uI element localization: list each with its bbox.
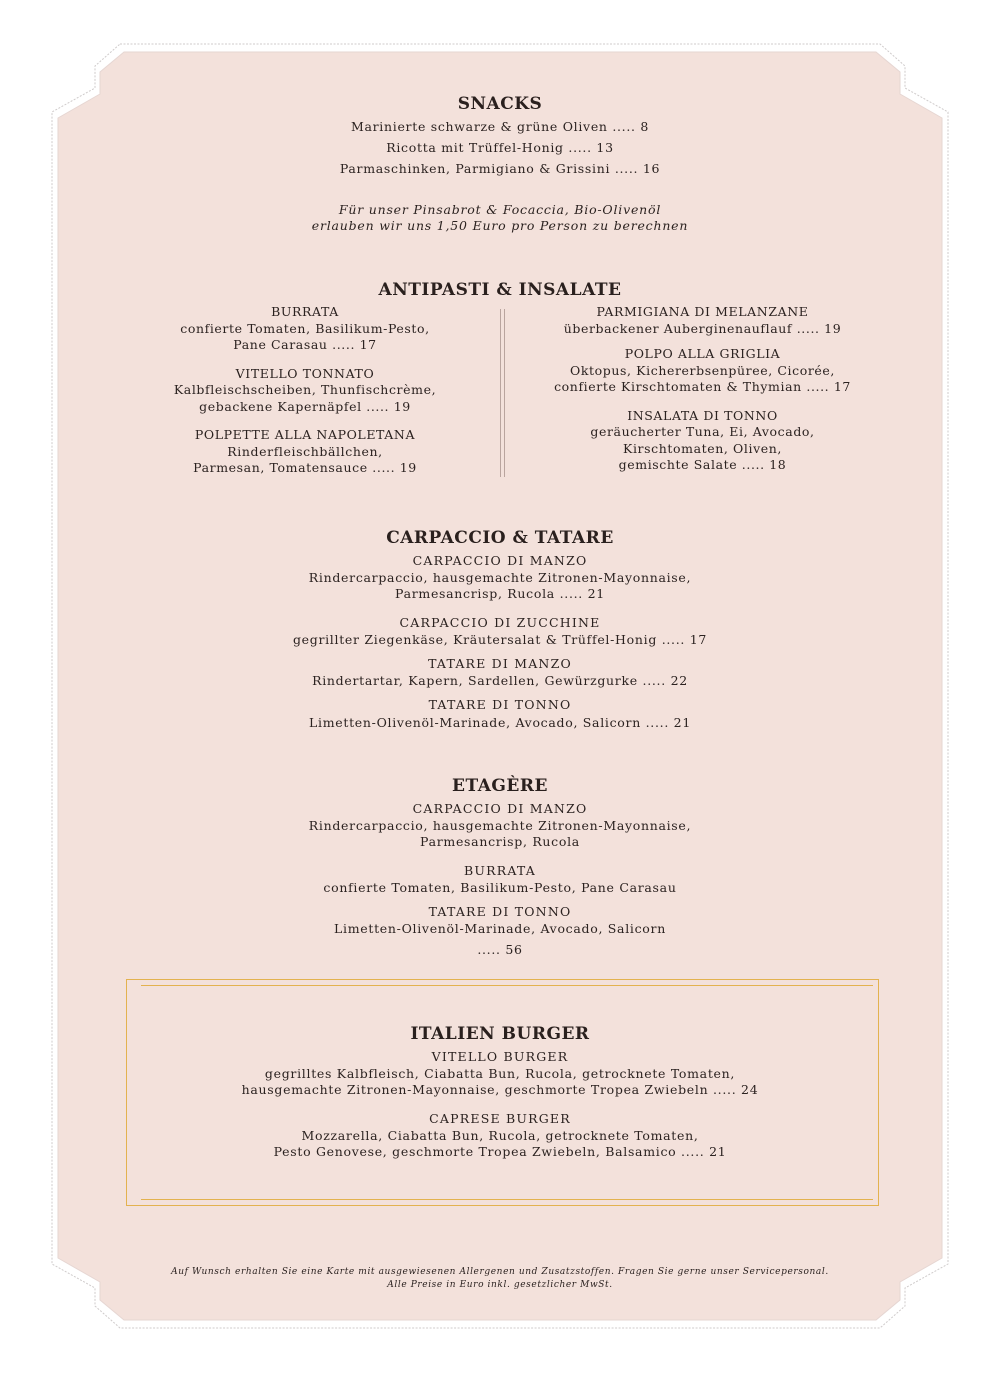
dish-name: CARPACCIO DI MANZO xyxy=(412,801,588,816)
dish-description: confierte Kirschtomaten & Thymian ..... 17 xyxy=(554,379,851,394)
dish-description: confierte Tomaten, Basilikum-Pesto, Pane Carasau xyxy=(323,880,677,895)
dish xyxy=(150,427,460,477)
dish-description: gemischte Salate ..... 18 xyxy=(618,457,787,472)
antipasti-right-column xyxy=(540,304,865,486)
dish-description: Parmesancrisp, Rucola ..... 21 xyxy=(395,586,605,601)
dish-name: BURRATA xyxy=(464,863,536,878)
dish-description: Pesto Genovese, geschmorte Tropea Zwiebeln, Balsamico ..... 21 xyxy=(273,1144,727,1159)
bread-note-line2: erlauben wir uns 1,50 Euro pro Person zu berechnen xyxy=(311,218,689,233)
dish-name: POLPO ALLA GRIGLIA xyxy=(624,346,781,361)
antipasti-title: ANTIPASTI & INSALATE xyxy=(378,280,622,300)
dish-name: POLPETTE ALLA NAPOLETANA xyxy=(194,427,416,442)
snack-item: Parmaschinken, Parmigiano & Grissini ..... 16 xyxy=(339,161,661,176)
box-rule-top xyxy=(141,985,873,986)
box-rule-bottom xyxy=(141,1199,873,1200)
dish-description: gegrillter Ziegenkäse, Kräutersalat & Trüffel-Honig ..... 17 xyxy=(292,632,708,647)
dish-description: Kalbfleischscheiben, Thunfischcrème, xyxy=(173,382,437,397)
dish xyxy=(540,408,865,474)
dish-description: Rindercarpaccio, hausgemachte Zitronen-Mayonnaise, xyxy=(308,570,692,585)
dish-name: INSALATA DI TONNO xyxy=(627,407,778,423)
dish-name: CAPRESE BURGER xyxy=(429,1111,571,1126)
snacks-title: SNACKS xyxy=(457,94,543,114)
allergen-note: Auf Wunsch erhalten Sie eine Karte mit ausgewiesenen Allergenen und Zusatzstoffen. Fragen Sie gerne unser Servicepersonal. xyxy=(171,1267,829,1277)
dish-description: Pane Carasau ..... 17 xyxy=(233,337,377,352)
dish-description: Mozzarella, Ciabatta Bun, Rucola, getrocknete Tomaten, xyxy=(301,1128,699,1143)
dish-description: Rindertartar, Kapern, Sardellen, Gewürzgurke ..... 22 xyxy=(312,673,688,688)
dish-name: TATARE DI MANZO xyxy=(428,656,572,671)
antipasti-left-column xyxy=(150,304,460,489)
price-note: Alle Preise in Euro inkl. gesetzlicher MwSt. xyxy=(387,1280,613,1290)
dish-description: Limetten-Olivenöl-Marinade, Avocado, Salicorn xyxy=(334,921,666,936)
carpaccio-title: CARPACCIO & TATARE xyxy=(386,528,614,548)
dish-description: überbackener Auberginenauflauf ..... 19 xyxy=(563,320,842,336)
dish-description: Parmesan, Tomatensauce ..... 19 xyxy=(193,460,417,475)
dish-description: gegrilltes Kalbfleisch, Ciabatta Bun, Rucola, getrocknete Tomaten, xyxy=(264,1066,736,1081)
dish-name: TATARE DI TONNO xyxy=(428,904,572,919)
snack-item: Marinierte schwarze & grüne Oliven ..... 8 xyxy=(350,119,650,134)
dish-name: CARPACCIO DI MANZO xyxy=(412,553,588,568)
dish xyxy=(150,304,460,354)
dish xyxy=(540,346,865,396)
dish-name: VITELLO BURGER xyxy=(431,1049,569,1064)
etagere-price: ..... 56 xyxy=(477,942,523,957)
dish-description: confierte Tomaten, Basilikum-Pesto, xyxy=(180,320,430,336)
dish xyxy=(540,304,865,337)
etagere-title: ETAGÈRE xyxy=(452,776,548,796)
dish-name: PARMIGIANA DI MELANZANE xyxy=(596,304,809,319)
dish-name: BURRATA xyxy=(271,304,339,319)
dish-name: VITELLO TONNATO xyxy=(235,365,375,381)
dish-description: Rinderfleischbällchen, xyxy=(227,443,383,459)
column-divider xyxy=(500,309,505,477)
dish-description: gebackene Kapernäpfel ..... 19 xyxy=(199,398,411,414)
burger-title: ITALIEN BURGER xyxy=(410,1024,590,1044)
dish-name: CARPACCIO DI ZUCCHINE xyxy=(399,615,601,630)
bread-note-line1: Für unser Pinsabrot & Focaccia, Bio-Olivenöl xyxy=(338,202,662,217)
dish-description: Limetten-Olivenöl-Marinade, Avocado, Salicorn ..... 21 xyxy=(309,715,691,730)
dish-description: hausgemachte Zitronen-Mayonnaise, geschmorte Tropea Zwiebeln ..... 24 xyxy=(241,1082,759,1097)
dish-description: Oktopus, Kichererbsenpüree, Cicorée, xyxy=(570,362,835,378)
dish-description: Kirschtomaten, Oliven, xyxy=(623,440,782,456)
dish-description: geräucherter Tuna, Ei, Avocado, xyxy=(590,424,815,439)
snack-item: Ricotta mit Trüffel-Honig ..... 13 xyxy=(386,140,614,155)
dish-description: Rindercarpaccio, hausgemachte Zitronen-Mayonnaise, xyxy=(308,818,692,833)
dish xyxy=(150,366,460,416)
dish-name: TATARE DI TONNO xyxy=(428,697,572,712)
dish-description: Parmesancrisp, Rucola xyxy=(420,834,580,849)
